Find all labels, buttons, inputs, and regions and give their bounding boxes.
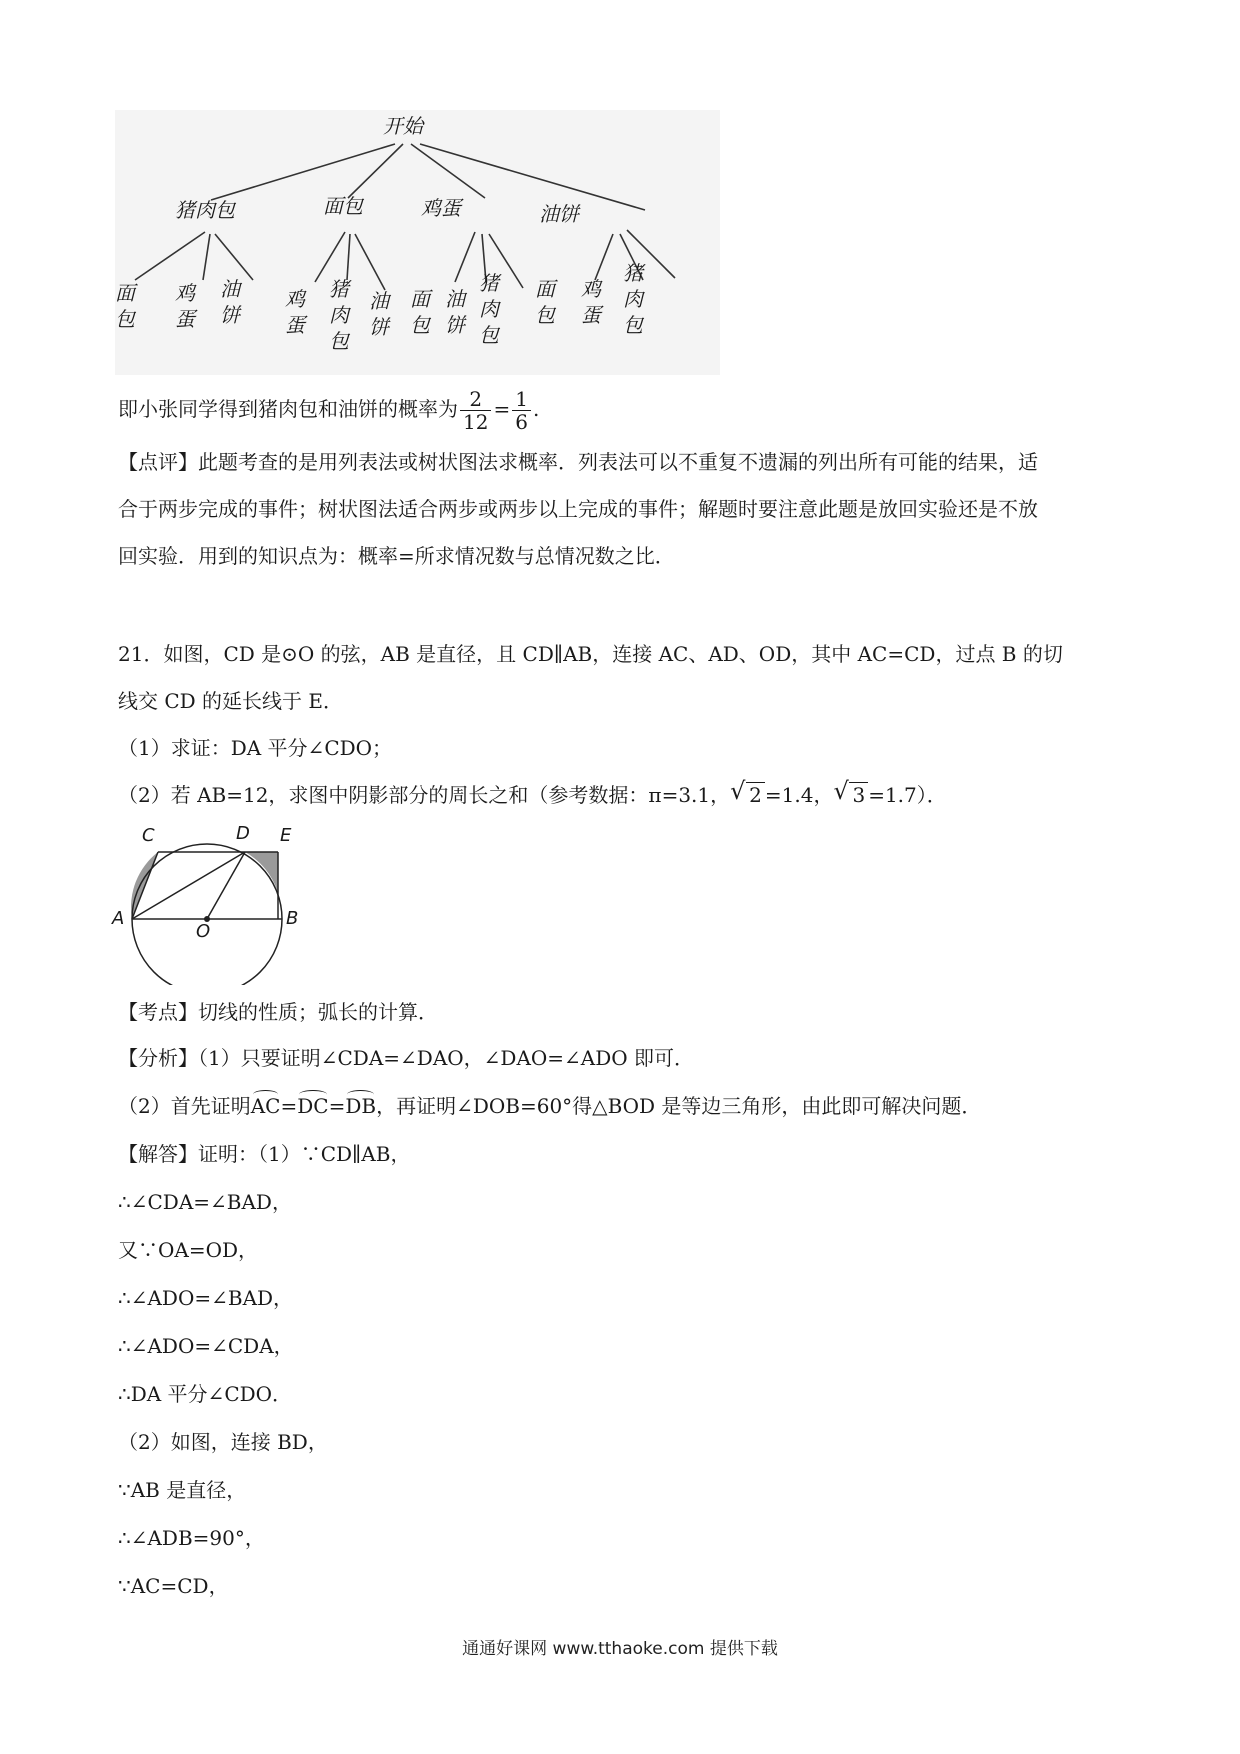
tree-leaf: 猪肉包 — [623, 261, 643, 337]
point-label-b: B — [286, 908, 299, 929]
tree-leaf: 面包 — [115, 281, 135, 331]
fraction-numerator: 2 — [460, 388, 491, 411]
question-21-line-2: 线交 CD 的延长线于 E． — [118, 689, 344, 713]
tree-leaf: 猪肉包 — [329, 277, 349, 353]
tree-leaf: 油饼 — [220, 277, 240, 327]
fraction-denominator: 6 — [515, 410, 528, 434]
geometry-figure — [112, 825, 312, 985]
solution-line: 又∵OA=OD， — [118, 1238, 259, 1262]
part-2-text: （2）若 AB=12，求图中阴影部分的周长之和（参考数据：π=3.1， — [118, 783, 731, 807]
solution-line: ∵AC=CD， — [118, 1574, 229, 1598]
tree-node-1: 猪肉包 — [175, 198, 235, 222]
fenxi-line-2 — [118, 1092, 981, 1120]
fraction-numerator: 1 — [512, 388, 531, 411]
probability-text: 即小张同学得到猪肉包和油饼的概率为 — [118, 397, 458, 421]
solution-line: ∴DA 平分∠CDO． — [118, 1382, 293, 1406]
review-line-1: 【点评】此题考查的是用列表法或树状图法求概率．列表法可以不重复不遗漏的列出所有可能的结果，适 — [118, 450, 1038, 474]
tree-leaf: 面包 — [410, 287, 430, 337]
page-footer: 通通好课网 www.tthaoke.com 提供下载 — [462, 1639, 778, 1659]
fraction-1-6 — [512, 388, 531, 433]
solution-line: ∴∠CDA=∠BAD， — [118, 1190, 292, 1214]
equals-sign: = — [493, 397, 511, 421]
tree-leaf: 面包 — [535, 277, 555, 327]
part-2-text: =1.7）． — [868, 783, 947, 807]
radicand: 3 — [849, 782, 868, 807]
fenxi-line: 【分析】（1）只要证明∠CDA=∠DAO，∠DAO=∠ADO 即可． — [118, 1046, 695, 1070]
question-21-part-2 — [118, 777, 947, 809]
kaodian-line: 【考点】切线的性质；弧长的计算． — [118, 1000, 438, 1024]
analysis-text: （2）首先证明 — [118, 1094, 251, 1118]
tree-node-2: 面包 — [323, 194, 363, 218]
period: . — [532, 397, 540, 421]
solution-line: ∴∠ADO=∠BAD， — [118, 1286, 294, 1310]
question-21-line-1: 21．如图，CD 是⊙O 的弦，AB 是直径，且 CD∥AB，连接 AC、AD、OD，其中 AC=CD，过点 B 的切 — [118, 642, 1063, 666]
tree-leaf: 猪肉包 — [479, 271, 499, 347]
probability-line — [118, 388, 539, 433]
equals-sign: = — [328, 1094, 346, 1118]
fraction-denominator: 12 — [463, 410, 489, 434]
tree-leaf: 油饼 — [369, 289, 389, 339]
sqrt-3: √ 3 — [833, 781, 868, 809]
tree-root: 开始 — [383, 114, 423, 138]
fraction-2-12 — [460, 388, 491, 433]
question-21-part-1: （1）求证：DA 平分∠CDO； — [118, 736, 393, 760]
arc-dc: DC — [297, 1094, 329, 1118]
circle-figure — [112, 825, 312, 985]
sqrt-2: √ 2 — [730, 781, 765, 809]
solution-line: ∵AB 是直径， — [118, 1478, 247, 1502]
tree-leaf: 鸡蛋 — [175, 281, 195, 331]
part-2-text: =1.4， — [764, 783, 834, 807]
point-label-c: C — [142, 825, 155, 846]
tree-diagram — [115, 110, 720, 375]
tree-node-4: 油饼 — [539, 202, 579, 226]
tree-leaf: 鸡蛋 — [285, 287, 305, 337]
tree-node-3: 鸡蛋 — [421, 196, 461, 220]
point-label-o: O — [196, 921, 211, 942]
tree-leaf: 油饼 — [445, 287, 465, 337]
equals-sign: = — [280, 1094, 298, 1118]
review-line-2: 合于两步完成的事件；树状图法适合两步或两步以上完成的事件；解题时要注意此题是放回实验还是不放 — [118, 497, 1038, 521]
arc-ac: AC — [250, 1094, 281, 1118]
solution-line: ∴∠ADO=∠CDA， — [118, 1334, 294, 1358]
point-label-e: E — [280, 825, 292, 846]
point-label-a: A — [112, 908, 125, 929]
arc-db: DB — [345, 1094, 377, 1118]
tree-leaf: 鸡蛋 — [581, 277, 601, 327]
analysis-text: ，再证明∠DOB=60°得△BOD 是等边三角形，由此即可解决问题． — [376, 1094, 982, 1118]
solution-line: ∴∠ADB=90°， — [118, 1526, 265, 1550]
radicand: 2 — [746, 782, 765, 807]
solution-line: （2）如图，连接 BD， — [118, 1430, 328, 1454]
solution-line: 【解答】证明：（1）∵CD∥AB， — [118, 1142, 411, 1166]
review-line-3: 回实验．用到的知识点为：概率=所求情况数与总情况数之比． — [118, 544, 675, 568]
point-label-d: D — [236, 823, 250, 844]
